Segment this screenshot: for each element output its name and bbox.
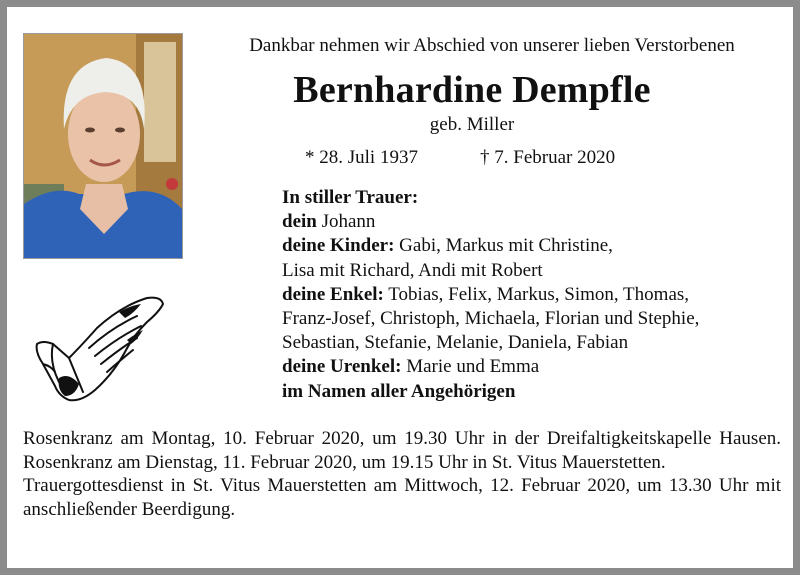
- mourner-names: Gabi, Markus mit Christine,: [394, 235, 613, 257]
- mourners-heading: In stiller Trauer:: [282, 187, 419, 208]
- mourner-label: dein: [282, 211, 317, 233]
- mourner-names: Tobias, Felix, Markus, Simon, Thomas,: [383, 283, 690, 305]
- mourner-line: [282, 355, 787, 379]
- service-notes: [23, 427, 781, 521]
- mourner-label: deine Kinder:: [282, 235, 395, 257]
- mourners-list: [282, 186, 787, 404]
- mourner-line: [282, 283, 787, 307]
- mourner-line: [282, 210, 787, 234]
- mourner-names: Sebastian, Stefanie, Melanie, Daniela, Fabian: [282, 332, 629, 354]
- mourner-line: [282, 307, 787, 331]
- mourner-names: Franz-Josef, Christoph, Michaela, Florian und Stephie,: [282, 308, 700, 330]
- deceased-name: Bernhardine Dempfle: [293, 69, 651, 111]
- mourner-line: [282, 331, 787, 355]
- portrait-photo: [23, 33, 183, 259]
- mourner-names: Lisa mit Richard, Andi mit Robert: [282, 259, 543, 281]
- intro-text: Dankbar nehmen wir Abschied von unserer lieben Verstorbenen: [249, 35, 735, 56]
- mourners-closing: im Namen aller Angehörigen: [282, 380, 516, 402]
- mourner-label: deine Enkel:: [282, 283, 384, 305]
- praying-hands-icon: [29, 292, 169, 407]
- obituary-card: [7, 7, 793, 568]
- funeral-text: Trauergottesdienst in St. Vitus Mauerstetten am Mittwoch, 12. Februar 2020, um 13.30 Uhr mit anschließender Beerdigung.: [23, 475, 781, 520]
- rosary-text: Rosenkranz am Montag, 10. Februar 2020, um 19.30 Uhr in der Dreifaltigkeitskapelle Hausen. Rosenkranz am Dienstag, 11. Februar 2020, um 19.15 Uhr in St. Vitus Mauerstetten.: [23, 428, 781, 473]
- mourner-line: [282, 259, 787, 283]
- death-date: † 7. Februar 2020: [480, 147, 616, 168]
- mourner-names: Marie und Emma: [401, 356, 540, 378]
- mourner-names: Johann: [316, 211, 376, 233]
- mourner-label: deine Urenkel:: [282, 356, 402, 378]
- birth-date: * 28. Juli 1937: [305, 147, 418, 168]
- maiden-name: geb. Miller: [429, 114, 515, 135]
- mourner-line: [282, 234, 787, 258]
